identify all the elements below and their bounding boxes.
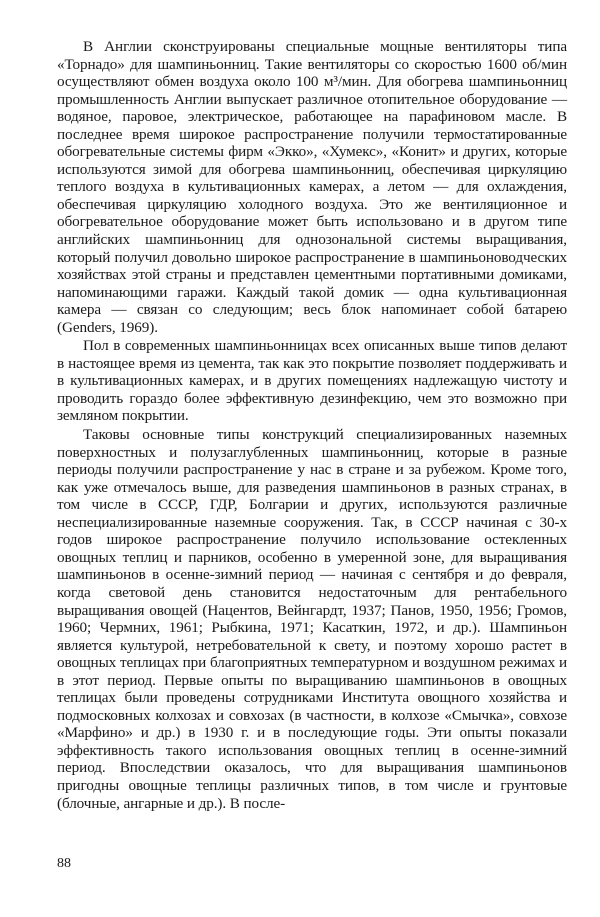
paragraph-ventilation-heating: В Англии сконструированы специальные мощные вентиляторы типа «Торнадо» для шампиньонниц. Такие вентиляторы со скоростью 1600 об/мин осуществляют обмен воздуха около 100 м³/мин. Для обогрева шампиньонниц промышленность Англии выпускает различное отопительное оборудование — водяное, паровое, электрическое, работающее на парафиновом масле. В последнее время широкое распространение получили термостатированные обогревательные системы фирм «Экко», «Хумекс», «Конит» и других, которые используются зимой для обогрева шампиньонниц, обеспечивая циркуляцию теплого воздуха в культивационных камерах, а летом — для охлаждения, обеспечивая циркуляцию холодного воздуха. Это же вентиляционное и обогревательное оборудование может быть использовано и в другом типе английских шампиньонниц для однозональной системы выращивания, который получил довольно широкое распространение в шампиньоноводческих хозяйствах этой страны и представлен цементными портативными домиками, напоминающими гаражи. Каждый такой домик — одна культивационная камера — связан со следующим; весь блок напоминает собой батарею (Genders, 1969). [57, 38, 567, 336]
page-text-block [57, 38, 567, 812]
page-number: 88 [57, 856, 71, 871]
paragraph-greenhouse-cultivation: Таковы основные типы конструкций специализированных наземных поверхностных и полузаглубленных шампиньонниц, которые в разные периоды получили распространение у нас в стране и за рубежом. Кроме того, как уже отмечалось выше, для разведения шампиньонов в разных странах, в том числе в СССР, ГДР, Болгарии и других, используются различные неспециализированные наземные сооружения. Так, в СССР начиная с 30-х годов широкое распространение получило использование остекленных овощных теплиц и парников, особенно в умеренной зоне, для выращивания шампиньонов в осенне-зимний период — начиная с сентября и до февраля, когда световой день становится недостаточным для рентабельного выращивания овощей (Нацентов, Вейнгардт, 1937; Панов, 1950, 1956; Громов, 1960; Чермних, 1961; Рыбкина, 1971; Касаткин, 1972, и др.). Шампиньон является культурой, нетребовательной к свету, и поэтому хорошо растет в овощных теплицах при благоприятных температурном и воздушном режимах и в этот период. Первые опыты по выращиванию шампиньонов в овощных теплицах были проведены сотрудниками Института овощного хозяйства и подмосковных колхозах и совхозах (в частности, в колхозе «Смычка», совхозе «Марфино» и др.) в 1930 г. и в последующие годы. Эти опыты показали эффективность такого использования овощных теплиц в осенне-зимний период. Впоследствии оказалось, что для выращивания шампиньонов пригодны овощные теплицы различных типов, в том числе и грунтовые (блочные, ангарные и др.). В после- [57, 426, 567, 812]
paragraph-floor-cement: Пол в современных шампиньонницах всех описанных выше типов делают в настоящее время из цемента, так как это покрытие позволяет поддерживать и в культивационных камерах, и в других помещениях надлежащую чистоту и проводить гораздо более эффективную дезинфекцию, чем это возможно при земляном покрытии. [57, 337, 567, 425]
